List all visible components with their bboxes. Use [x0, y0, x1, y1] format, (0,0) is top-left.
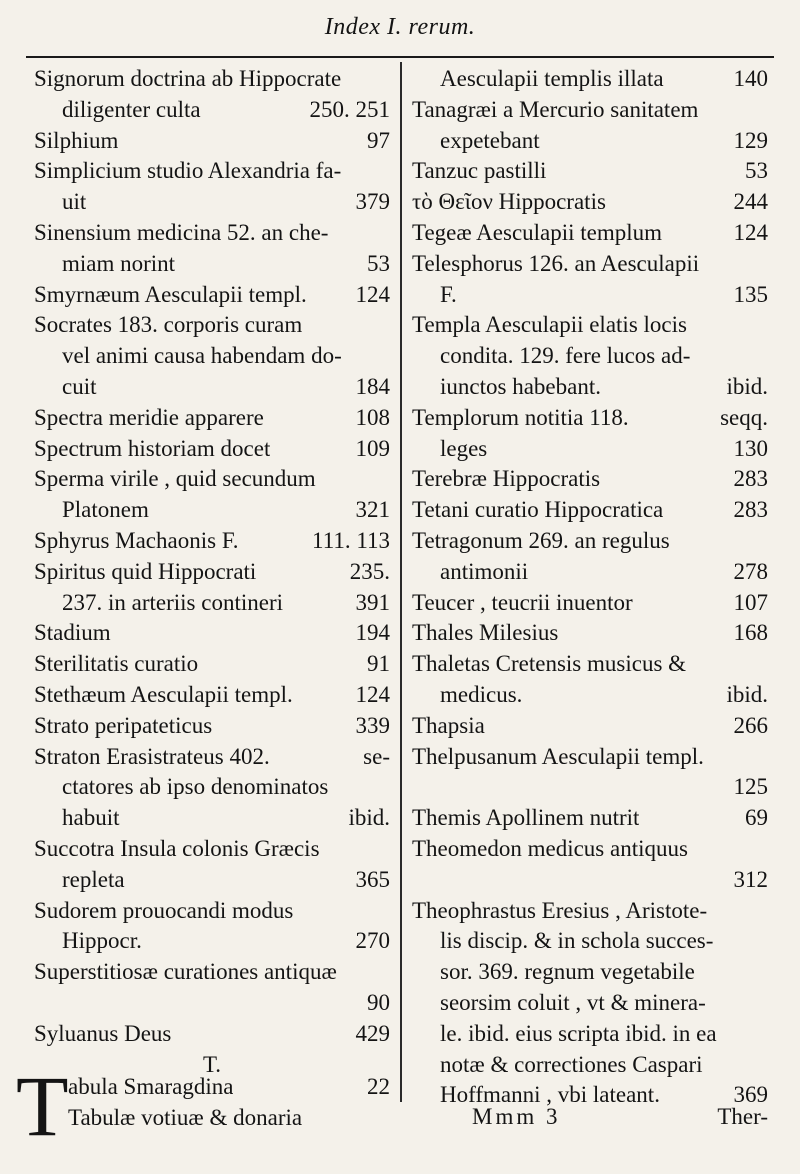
page-reference: 129 — [733, 127, 768, 153]
index-entry-text: T. — [202, 1051, 222, 1077]
index-entry-line — [412, 187, 768, 218]
index-entry-text: Thaletas Cretensis musicus & — [412, 651, 687, 677]
index-entry-text: Hoffmanni , vbi lateant. — [440, 1082, 660, 1108]
page-reference: 125 — [733, 774, 768, 800]
index-entry-line — [412, 772, 768, 803]
index-entry-text: seorsim coluit , vt & minera- — [440, 989, 706, 1015]
page-reference: 107 — [733, 589, 768, 615]
index-entry-line — [34, 557, 390, 588]
index-entry-line — [412, 803, 768, 834]
index-entry-text: Stadium — [34, 620, 111, 646]
signature-mark: Mmm 3 — [472, 1104, 561, 1129]
index-entry-line — [412, 95, 768, 126]
index-entry-line — [412, 526, 768, 557]
right-column — [412, 64, 768, 1111]
index-entry-text: τὸ Θεῖον Hippocratis — [412, 189, 606, 215]
index-entry-text: Strato peripateticus — [34, 712, 213, 738]
index-entry-line — [412, 218, 768, 249]
index-entry-text: Spectrum historiam docet — [34, 435, 271, 461]
index-entry-line — [412, 249, 768, 280]
index-entry-text: Templorum notitia 118. — [412, 404, 629, 430]
index-entry-text: Sphyrus Machaonis F. — [34, 527, 239, 553]
index-entry-line — [412, 1019, 768, 1050]
index-entry-line — [34, 618, 390, 649]
index-entry-text: ctatores ab ipso denominatos — [62, 774, 329, 800]
index-entry-line — [34, 187, 390, 218]
index-entry-line — [34, 896, 390, 927]
index-entry-line — [34, 126, 390, 157]
page-reference: 379 — [355, 189, 390, 215]
index-entry-text: cuit — [62, 373, 97, 399]
page-reference: se- — [363, 743, 390, 769]
index-entry-text: miam norint — [62, 250, 176, 276]
index-entry-line — [412, 310, 768, 341]
index-entry-line — [34, 403, 390, 434]
index-entry-text: Silphium — [34, 127, 119, 153]
column-divider — [400, 62, 402, 1102]
index-entry-text: Spectra meridie apparere — [34, 404, 264, 430]
index-entry-text: Sinensium medicina 52. an che- — [34, 219, 329, 245]
index-entry-line — [412, 618, 768, 649]
page-reference: ibid. — [726, 373, 768, 399]
index-entry-line — [412, 434, 768, 465]
page-reference: 90 — [367, 989, 390, 1015]
index-entry-text: Thelpusanum Aesculapii templ. — [412, 743, 704, 769]
index-entry-line — [68, 1103, 390, 1134]
page-reference: 124 — [355, 281, 390, 307]
index-entry-text: Simplicium studio Alexandria fa- — [34, 158, 342, 184]
index-entry-line — [34, 434, 390, 465]
index-entry-line — [412, 280, 768, 311]
catchword: Ther- — [717, 1104, 768, 1129]
index-entry-text: medicus. — [440, 681, 523, 707]
index-entry-text: Socrates 183. corporis curam — [34, 312, 303, 338]
index-entry-text: repleta — [62, 866, 125, 892]
index-entry-text: Syluanus Deus — [34, 1020, 172, 1046]
index-entry-line — [412, 464, 768, 495]
page-reference: 124 — [355, 681, 390, 707]
index-entry-line — [412, 126, 768, 157]
index-entry-line — [34, 310, 390, 341]
page-reference: 321 — [355, 497, 390, 523]
page-reference: 140 — [733, 66, 768, 91]
index-entry-line — [34, 926, 390, 957]
index-entry-line — [34, 834, 390, 865]
index-entry-line — [34, 711, 390, 742]
page-reference: 244 — [733, 189, 768, 215]
index-entry-text: Thales Milesius — [412, 620, 559, 646]
page-reference: 339 — [355, 712, 390, 738]
page-reference: 194 — [355, 620, 390, 646]
index-entry-line — [34, 649, 390, 680]
index-entry-line — [412, 988, 768, 1019]
index-entry-text: Stethæum Aesculapii templ. — [34, 681, 293, 707]
page-reference: 429 — [355, 1020, 390, 1046]
index-entry-text: Theomedon medicus antiquus — [412, 835, 688, 861]
index-entry-text: Aesculapii templis illata — [440, 66, 664, 91]
page-reference: 278 — [733, 558, 768, 584]
page-reference: 168 — [733, 620, 768, 646]
index-entry-text: Succotra Insula colonis Græcis — [34, 835, 320, 861]
page-reference: 235. — [349, 558, 390, 584]
index-entry-text: Themis Apollinem nutrit — [412, 805, 640, 831]
page-reference: 250. 251 — [309, 96, 390, 122]
index-entry-text: Thapsia — [412, 712, 485, 738]
page-reference: 184 — [355, 373, 390, 399]
index-entry-line — [412, 957, 768, 988]
index-entry-line — [412, 372, 768, 403]
index-entry-line — [412, 1050, 768, 1081]
index-entry-line — [412, 156, 768, 187]
index-entry-line — [412, 742, 768, 773]
index-entry-text: Telesphorus 126. an Aesculapii — [412, 250, 700, 276]
index-entry-line — [34, 95, 390, 126]
index-entry-text: condita. 129. fere lucos ad- — [440, 343, 691, 369]
page-reference: 283 — [733, 497, 768, 523]
page-footer — [412, 1104, 768, 1130]
index-entry-line — [34, 341, 390, 372]
page-reference: 130 — [733, 435, 768, 461]
index-entry-line — [34, 865, 390, 896]
index-entry-line — [412, 64, 768, 95]
index-entry-line — [34, 1019, 390, 1050]
index-entry-text: Tegeæ Aesculapii templum — [412, 219, 663, 245]
index-entry-text: Teucer , teucrii inuentor — [412, 589, 633, 615]
index-entry-line — [412, 557, 768, 588]
index-entry-text: Tetragonum 269. an regulus — [412, 527, 670, 553]
index-entry-text: notæ & correctiones Caspari — [440, 1051, 703, 1077]
index-entry-line — [34, 464, 390, 495]
t-section-entries — [68, 1072, 390, 1134]
index-entry-line — [34, 280, 390, 311]
index-entry-line — [412, 495, 768, 526]
index-entry-text: Superstitiosæ curationes antiquæ — [34, 959, 337, 985]
page-reference: 108 — [355, 404, 390, 430]
index-entry-line — [34, 218, 390, 249]
index-entry-line — [34, 988, 390, 1019]
page-reference: 270 — [355, 928, 390, 954]
page-reference: 283 — [733, 466, 768, 492]
index-entry-text: abula Smaragdina — [68, 1074, 234, 1099]
index-entry-text: Tabulæ votiuæ & donaria — [68, 1104, 303, 1130]
index-entry-text: habuit — [62, 805, 120, 831]
running-header: Index I. rerum. — [324, 14, 476, 40]
index-entry-text: Spiritus quid Hippocrati — [34, 558, 257, 584]
index-entry-text: Sterilitatis curatio — [34, 651, 199, 677]
index-entry-text: Hippocr. — [62, 928, 142, 954]
index-entry-line — [34, 772, 390, 803]
index-entry-text: Theophrastus Eresius , Aristote- — [412, 897, 708, 923]
page-reference: 111. 113 — [312, 527, 390, 553]
index-entry-line — [68, 1072, 390, 1103]
page-reference: 53 — [367, 250, 390, 276]
index-entry-line — [34, 372, 390, 403]
page-reference: 391 — [355, 589, 390, 615]
page-reference: 312 — [733, 866, 768, 892]
index-entry-line — [412, 711, 768, 742]
index-entry-line — [412, 896, 768, 927]
index-entry-line — [412, 588, 768, 619]
index-entry-text: lis discip. & in schola succes- — [440, 928, 714, 954]
index-entry-line — [412, 926, 768, 957]
index-entry-text: Sudorem prouocandi modus — [34, 897, 294, 923]
index-entry-line — [412, 865, 768, 896]
index-entry-line — [34, 680, 390, 711]
page-reference: 135 — [733, 281, 768, 307]
index-entry-line — [34, 156, 390, 187]
page-reference: 365 — [355, 866, 390, 892]
page-reference: 369 — [733, 1082, 768, 1108]
index-entry-text: antimonii — [440, 558, 529, 584]
index-entry-text: le. ibid. eius scripta ibid. in ea — [440, 1020, 717, 1046]
index-entry-line — [34, 495, 390, 526]
page-reference: 266 — [733, 712, 768, 738]
index-entry-text: F. — [440, 281, 457, 307]
index-entry-line — [412, 680, 768, 711]
index-entry-line — [412, 403, 768, 434]
index-entry-text: Smyrnæum Aesculapii templ. — [34, 281, 307, 307]
page-reference: seqq. — [720, 404, 768, 430]
header-rule — [26, 56, 774, 58]
index-entry-line — [412, 649, 768, 680]
index-entry-text: diligenter culta — [62, 96, 201, 122]
index-entry-text: Signorum doctrina ab Hippocrate — [34, 66, 342, 91]
index-entry-text: leges — [440, 435, 488, 461]
page-reference: 53 — [745, 158, 768, 184]
page-reference: 109 — [355, 435, 390, 461]
index-entry-text: expetebant — [440, 127, 540, 153]
drop-cap-letter: T — [16, 1058, 69, 1154]
index-entry-text: Tanzuc pastilli — [412, 158, 547, 184]
page-reference: 69 — [745, 805, 768, 831]
index-entry-text: uit — [62, 189, 87, 215]
index-entry-line — [412, 341, 768, 372]
index-entry-text: Platonem — [62, 497, 149, 523]
index-entry-text: 237. in arteriis contineri — [62, 589, 283, 615]
index-entry-line — [412, 834, 768, 865]
index-entry-line — [34, 64, 390, 95]
index-entry-text: vel animi causa habendam do- — [62, 343, 342, 369]
index-entry-text: sor. 369. regnum vegetabile — [440, 959, 695, 985]
page-reference: ibid. — [348, 805, 390, 831]
index-entry-text: iunctos habebant. — [440, 373, 601, 399]
page-reference: ibid. — [726, 681, 768, 707]
page-reference: 124 — [733, 219, 768, 245]
index-entry-line — [34, 742, 390, 773]
left-column — [34, 64, 390, 1080]
page-reference: 97 — [367, 127, 390, 153]
index-entry-line — [34, 803, 390, 834]
index-entry-line — [34, 526, 390, 557]
index-entry-line — [34, 588, 390, 619]
index-entry-line — [34, 249, 390, 280]
index-entry-text: Sperma virile , quid secundum — [34, 466, 316, 492]
index-entry-text: Tanagræi a Mercurio sanitatem — [412, 96, 699, 122]
index-entry-text: Tetani curatio Hippocratica — [412, 497, 664, 523]
page-reference: 91 — [367, 651, 390, 677]
page-reference: 22 — [367, 1074, 390, 1099]
index-entry-text: Straton Erasistrateus 402. — [34, 743, 270, 769]
index-entry-text: Terebræ Hippocratis — [412, 466, 601, 492]
index-entry-text: Templa Aesculapii elatis locis — [412, 312, 687, 338]
index-entry-line — [34, 957, 390, 988]
